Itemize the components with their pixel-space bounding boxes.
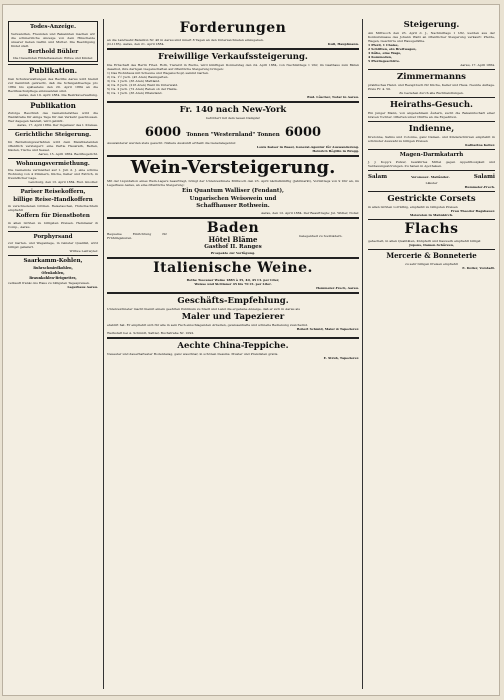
death-notice bbox=[8, 21, 98, 62]
flax-footer: Jupons, Damen-Schürzen, bbox=[409, 243, 454, 247]
italian-wine-title: Italienische Weine. bbox=[153, 259, 313, 276]
publication-body: Den Schulverwaltungen des Bezirks Aarau wird hiemit zur Kenntniß gebracht, daß die Schulgeldbezüge pro 1884 bis spätestens den 20. April 1884 an die Bezirksschulpflege einzusenden sind. bbox=[8, 76, 98, 93]
wine-auction-footer: Aarau, den 12. April 1884. Der Beauftragte: Jul. Widler, Notar. bbox=[260, 210, 359, 215]
auction-title: Steigerung. bbox=[403, 20, 460, 30]
business-notice-title: Geschäfts-Empfehlung. bbox=[177, 295, 289, 306]
cookbook-title: Zimmermanns bbox=[397, 72, 466, 82]
voluntary-sale-item: 6) Ca. 1 Juch. (36 Aren) Pflanzland. bbox=[107, 91, 163, 95]
coal-line-3: Braunkohlen-Briquettes, bbox=[29, 276, 77, 281]
salami-middle: Veroneser- Mailänder- bbox=[411, 174, 450, 179]
auction-item: 3 Kühe, eine Wage, bbox=[368, 51, 402, 55]
painter-address: Werkstatt bei A. Schmidt, Sattler, Buchstraße Nr. 1092. bbox=[107, 330, 195, 335]
auction-item: 1 Pferd, 1 Chaise, bbox=[368, 43, 399, 47]
dairy-title: Meiereien in Mahnkirch. bbox=[409, 213, 454, 217]
court-auction-title: Gerichtliche Steigerung. bbox=[14, 132, 92, 138]
death-notice-body: Verwandten, Freunden und Bekannten machen wir die schmerzliche Anzeige von dem Hinscheide unserer lieben Gattin und Mutter. Die Beerdigung findet statt. bbox=[11, 31, 95, 48]
claims-date: (D-1185). Aarau, den 21. April 1884. bbox=[107, 42, 165, 46]
coal-line-2: Ofenkohlen, bbox=[41, 270, 65, 275]
haberdashery-title: Mercerie & Bonneterie bbox=[386, 251, 477, 260]
coal-title: Saarkamm-Kohlen, bbox=[23, 258, 83, 264]
china-carpet-title: Aechte China-Teppiche. bbox=[177, 340, 289, 351]
flax-body: gehechelt, in allen Qualitäten, Knüpferli und Kauwerk empfiehlt billigst bbox=[368, 239, 481, 243]
corset-footer: Frau Theodor Ragshauer. bbox=[450, 209, 495, 213]
italian-wine-line: Rothe Toscaner Weine 1883 à 35, 40, 45 Ct. per Liter, bbox=[186, 277, 280, 282]
new-york-body: Auswanderer werden stets gesucht. Nähere Auskunft ertheilt die Generalagentur. bbox=[107, 141, 236, 145]
left-column bbox=[5, 19, 101, 689]
indienne-footer: Katharina Keller. bbox=[465, 143, 495, 147]
indienne-title: Indienne, bbox=[408, 124, 455, 134]
new-york-title: Fr. 140 nach New-York bbox=[179, 105, 287, 115]
painter-body: etablirt hat. Er empfiehlt sich für alle in sein Fach einschlagenden Arbeiten, gewissenhafte und schnelle Bedienung zusichernd. bbox=[107, 322, 309, 327]
china-carpet-body: Neuester und dauerhaftester Bodenbelag, ganz waschbar, in schönen Dessins. Muster und Preislisten gratis. bbox=[107, 351, 279, 356]
publication2-body: Zufolge Beschluß des Gemeinderathes wird die Waldstraße für einige Tage für den Verkehr geschlossen. Wer dagegen handelt, wird gebüßt. bbox=[8, 111, 98, 123]
publication-title: Publikation. bbox=[28, 66, 78, 75]
voluntary-sale-item: 4) Ca. 6 Juch. (216 Aren) Wald im Unterwald. bbox=[107, 83, 179, 87]
voluntary-sale-item: 2) Ca. 1½ Juch. (45 Aren) Baumgarten. bbox=[107, 75, 169, 79]
newspaper-page bbox=[2, 4, 500, 696]
apartment-body: Die Gemeinde vermiethet auf 1. Juli d. J. eine schöne Wohnung von 4 Zimmern, Küche, Keller und Estrich, in freundlicher Lage. bbox=[8, 168, 98, 180]
corset-title: Gestrickte Corsets bbox=[387, 194, 476, 204]
marriage-body: Ein junger Mann, von angenehmem Äußern, sucht die Bekanntschaft einer braven Tochter. Offerten unter Chiffre an die Expedition. bbox=[368, 111, 495, 119]
new-york-signature: Heinrich Bögtlin in Brugg. bbox=[312, 149, 359, 153]
voluntary-sale-item: 1) Das Wohnhaus mit Scheune und Wagenschopf, sammt Garten. bbox=[107, 71, 209, 75]
death-notice-footer: Die trauernden Hinterlassenen: Witwe und Kinder. bbox=[13, 56, 93, 60]
italian-wine-footer: Hemmeler-Frech, Aarau. bbox=[316, 285, 359, 290]
corset-body: in allen Größen vorräthig, empfiehlt zu billigsten Preisen bbox=[368, 205, 458, 209]
business-notice-body: Unterzeichneter macht hiemit einem geehrten Publikum zu Stadt und Land die ergebene Anzeige, daß er sich in Aarau als bbox=[107, 306, 300, 311]
stomach-remedy-body: J. J. Kopp's Pulver, bewährtes Mittel gegen Appetitlosigkeit und Verdauungsstörungen. Zu haben in Apotheken. bbox=[368, 159, 495, 168]
apartment-title: Wohnungsvermiethung. bbox=[16, 160, 90, 167]
baden-hotel: Hôtel Bläme bbox=[208, 234, 258, 244]
salami-ad bbox=[368, 173, 495, 182]
right-column bbox=[365, 19, 498, 689]
new-york-tonnage-right: 6000 bbox=[284, 125, 322, 140]
indienne-body: Kretonne, Satins und Cotonne, ganz Damen- und Kinderschürzen empfiehlt in schönster Auswahl zu billigen Preisen bbox=[368, 135, 495, 143]
auction-body: Am Mittwoch den 23. April d. J., Nachmittags 1 Uhr, werden aus der Konkursmasse des Johann Walti an öffentlicher Steigerung verkauft: Pferde, Wagen, Geschirre und Hausgeräthe. bbox=[368, 31, 495, 43]
new-york-subtitle: befördert mit dem neuen Dampfer bbox=[205, 116, 260, 120]
wine-auction-item: Ein Quantum Walliser (Fendant), bbox=[182, 188, 284, 194]
baden-ad bbox=[107, 221, 359, 251]
coal-line-1: Ruhrschmiedkohlen, bbox=[33, 265, 73, 270]
voluntary-sale-footer: Rud. Lüscher, Notar in Aarau. bbox=[307, 95, 359, 99]
haberdashery-footer: E. Doller, Vorstadt. bbox=[462, 265, 495, 270]
apartment-footer: Lenzburg, den 13. April 1884. Rud. Gnodler. bbox=[28, 180, 98, 184]
baden-left-note: Bequeme Einrichtung für Frühlingskuren. bbox=[107, 231, 167, 240]
auction-item: 5 Pferdegeschirre. bbox=[368, 59, 401, 63]
coal-footer: Lagerhaus Aarau. bbox=[67, 285, 98, 290]
middle-column bbox=[103, 19, 363, 689]
cookbook-footer: Zu beziehen durch alle Buchhandlungen. bbox=[399, 91, 464, 95]
voluntary-sale-item: 5) Ca. 2 Juch. (72 Aren) Reben ob der Halde. bbox=[107, 87, 178, 91]
paris-suitcase-body: in verschiedenen Größen. Reisetaschen, Hutschachteln empfiehlt bbox=[8, 204, 98, 212]
stomach-remedy-title: Magen-Darmkatarrh bbox=[399, 152, 464, 158]
paris-suitcase-title: Pariser Reisekoffern, bbox=[20, 189, 86, 195]
death-notice-title: Todes-Anzeige. bbox=[29, 24, 77, 30]
flax-title: Flachs bbox=[404, 221, 459, 237]
baden-subtitle: Gasthof II. Ranges bbox=[204, 244, 262, 250]
salami-sub: Läkster bbox=[425, 181, 438, 185]
auction-item: 4 Kommoden, bbox=[368, 55, 392, 59]
voluntary-sale-item: 3) Ca. 1 Juch. (36 Aren) Mattland. bbox=[107, 79, 161, 83]
salami-right: Salami bbox=[473, 173, 495, 180]
voluntary-sale-body: Die Erbschaft des Herrn Fried. Roth, Tierarzt in Buchs, wird künftigen Donnerstag den 24. April 1884, von Nachmittags 1 Uhr, im Gasthaus zum Bären daselbst, ihre darügen Liegenschaften auf öffentliche Steigerung bringen: bbox=[107, 63, 359, 71]
baden-right-note: Gelegenheit zu Soolbädern. bbox=[299, 233, 343, 238]
auction-footer: Aarau, 17. April 1884. bbox=[460, 63, 495, 67]
auction-item: 2 Schlitten, ein Breitwagen, bbox=[368, 47, 417, 51]
porphyry-title: Porphyrsand bbox=[33, 233, 73, 240]
wine-auction-body: Mit der Liquidation eines Wein-Lagers beauftragt, bringt der Unterzeichnete Mittwoch den 23. April nächstkünftig (Jahrmarkt), Vormittags von 9 Uhr an, im Lagerhaus Aarau, an eine öffentliche Steigerung: bbox=[107, 179, 359, 187]
haberdashery-body: zu sehr billigen Preisen empfiehlt bbox=[405, 261, 458, 266]
claims-body: an die Landwehr-Bataillon Nr. 46 in Aarau sind innert 8 Tagen an den Unterzeichneten einzugeben. bbox=[107, 38, 264, 42]
death-notice-name: Berthold Bühler bbox=[27, 48, 79, 55]
court-auction-footer: Aarau, 15. April 1884. Bezirksgericht. bbox=[38, 151, 98, 156]
publication-footer: Aarau, den 19. April 1884. Die Bezirksverwaltung. bbox=[18, 92, 98, 97]
publication2-title: Publikation bbox=[30, 100, 76, 110]
marriage-title: Heiraths-Gesuch. bbox=[389, 100, 474, 110]
new-york-ship-name: Tonnen "Westernland" Tonnen bbox=[186, 132, 280, 138]
wine-auction-item: Ungarischen Weisswein und bbox=[189, 195, 277, 202]
porphyry-body: zur Garten- und Weganlage, in feinster Qualität, wird billigst geliefert. bbox=[8, 241, 98, 249]
claims-title: Forderungen bbox=[179, 20, 287, 36]
salami-footer: Hemmeler-Frech. bbox=[464, 185, 495, 189]
publication2-footer: Aarau, 17. April 1884. Der Ingenieur des I. Kreises. bbox=[17, 123, 98, 127]
china-carpet-signature: E. Strub, Tapezierer. bbox=[323, 355, 359, 360]
wine-auction-title: Wein-Versteigerung. bbox=[130, 157, 336, 178]
court-auction-body: Im Betreibungsverfahren wird dem Meistbietenden öffentlich versteigert: eine Partie Hausrath, Betten, Kästen, Tische und Sessel. bbox=[8, 139, 98, 152]
paris-suitcase-subtitle: billige Reise-Handkoffern bbox=[13, 196, 93, 203]
wine-auction-item: Schaffhauser Rothwein. bbox=[196, 203, 270, 209]
porphyry-footer: Wittwe Lentwyler. bbox=[69, 249, 98, 253]
new-york-tonnage-left: 6000 bbox=[144, 125, 182, 140]
claims-signature: Kull, Hauptmann. bbox=[328, 42, 359, 46]
servant-trunk-title: Koffern für Dienstboten bbox=[16, 213, 90, 219]
coal-body: verkauft franko ins Haus zu billigsten Tagespreisen. bbox=[8, 281, 90, 286]
painter-title: Maler und Tapezierer bbox=[181, 311, 285, 322]
servant-trunk-body: in allen Größen zu billigsten Preisen. Hemmeler & Comp., Aarau. bbox=[8, 220, 98, 229]
baden-footer: Prospekte zur Verfügung. bbox=[210, 250, 256, 255]
new-york-agent: Louis Kaiser in Basel, General-Agentur für Auswanderung. bbox=[256, 145, 359, 149]
painter-signature: Robert Schmid, Maler & Tapezierer. bbox=[296, 326, 359, 331]
cookbook-body: praktisches Hand- und Rezeptbuch für Küche, Keller und Haus. Neunte Auflage. Preis Fr. 4. 50. bbox=[368, 83, 495, 91]
baden-title: Baden bbox=[206, 219, 260, 236]
voluntary-sale-title: Freiwillige Verkaufssteigerung. bbox=[158, 52, 308, 62]
italian-wine-line: Weisse und Sicilianer 45 bis 70 Ct. per Liter. bbox=[194, 281, 272, 286]
salami-left: Salam bbox=[368, 173, 388, 180]
